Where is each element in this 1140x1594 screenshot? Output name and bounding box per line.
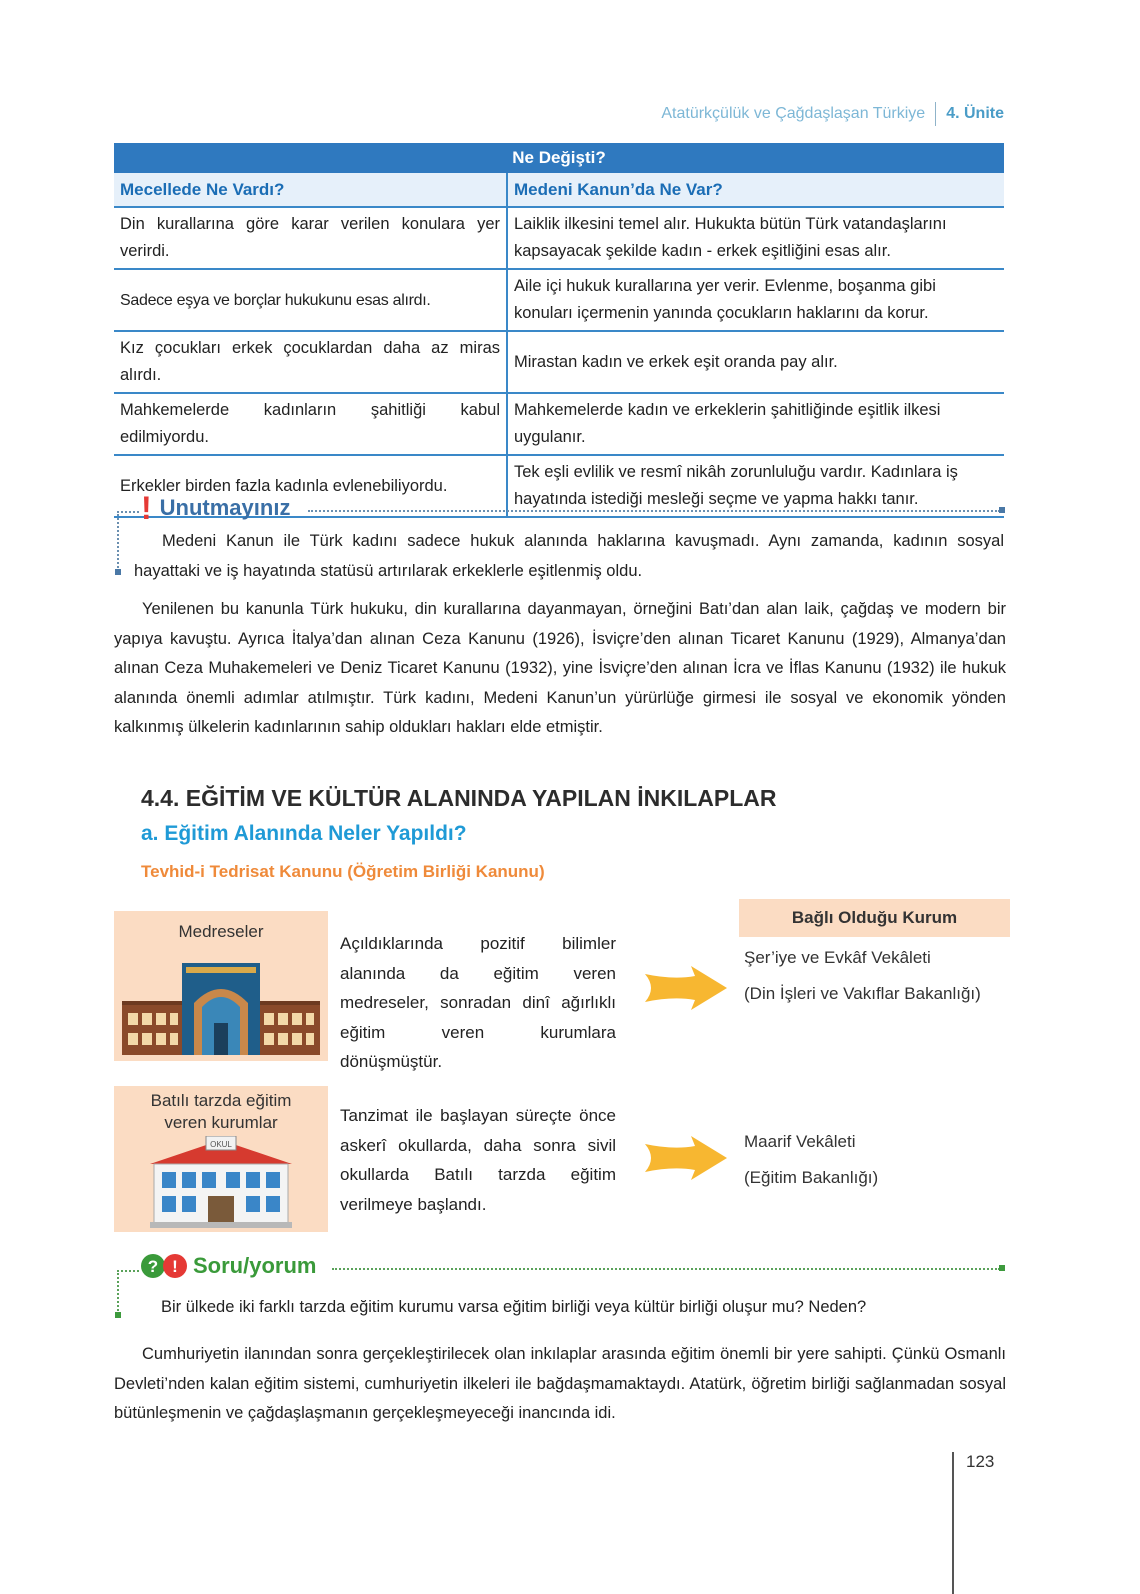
question-bubble-icon (141, 1252, 187, 1280)
note-frame-top-left (117, 511, 139, 513)
body-paragraph-1: Yenilenen bu kanunla Türk hukuku, din kurallarına dayanmayan, örneğini Batı’dan alan laik, çağdaş ve modern bir yapıya kavuştu. Ayrıca İtalya’dan alınan Ceza Kanunu (1926), İsviçre’den alınan Ticaret Kanunu (1929), Almanya’dan alınan Ceza Muhakemeleri ve Deniz Ticaret Kanunu (1932), yine İsviçre’den alınan İcra ve İflas Kanunu (1932) ile hukuk alanında önemli adımlar atılmıştır. Türk kadını, Medeni Kanun’un yürürlüğe girmesi ile sosyal ve ekonomik yönden kalkınmış ülkelerin kadınlarının sahip oldukları hakları elde etmiştir. (114, 600, 1006, 737)
cell-new: Mahkemelerde kadın ve erkeklerin şahitliğinde eşitlik ilkesi uygulanır. (507, 393, 1004, 455)
note-title (141, 490, 291, 526)
note-title-text: Unutmayınız (159, 495, 291, 520)
madrasa-institution (744, 940, 981, 1012)
question-text: Bir ülkede iki farklı tarzda eğitim kurumu varsa eğitim birliği veya kültür birliği oluşur mu? Neden? (161, 1298, 867, 1316)
subsection-heading: a. Eğitim Alanında Neler Yapıldı? (141, 822, 467, 845)
western-school-card (114, 1086, 328, 1232)
cell-new: Aile içi hukuk kurallarına yer verir. Evlenme, boşanma gibi konuları içermenin yanında çocukların haklarını da korur. (507, 269, 1004, 331)
svg-text:!: ! (172, 1257, 178, 1276)
header-divider (935, 102, 936, 126)
cell-new: Tek eşli evlilik ve resmî nikâh zorunluluğu vardır. Kadınlara iş hayatında istediği mesleği seçme ve yapma hakkı tanır. (507, 455, 1004, 517)
question-frame-top (332, 1268, 1000, 1270)
page-number: 123 (966, 1452, 995, 1471)
arrow-right-icon (643, 1136, 727, 1180)
law-heading: Tevhid-i Tedrisat Kanunu (Öğretim Birliği Kanunu) (141, 862, 545, 881)
madrasa-description: Açıldıklarında pozitif bilimler alanında da eğitim veren medreseler, sonradan dinî ağırlıklı eğitim veren kurumlara dönüşmüştür. (340, 934, 616, 1071)
cell-new: Mirastan kadın ve erkek eşit oranda pay alır. (507, 331, 1004, 393)
question-bottom-marker (115, 1312, 121, 1318)
note-corner-marker (999, 507, 1005, 513)
table-title: Ne Değişti? (114, 143, 1004, 173)
madrasa-card (114, 911, 328, 1061)
madrasa-institution-modern: (Din İşleri ve Vakıflar Bakanlığı) (744, 984, 981, 1003)
table-row (114, 331, 1004, 393)
unit-label: 4. Ünite (946, 105, 1004, 122)
table-row (114, 269, 1004, 331)
running-header (661, 102, 1004, 126)
madrasa-institution-name: Şer’iye ve Evkâf Vekâleti (744, 948, 931, 967)
school-building-icon (148, 1136, 294, 1228)
cell-old: Din kurallarına göre karar verilen konulara yer verirdi. (114, 207, 507, 269)
cell-old: Mahkemelerde kadınların şahitliği kabul edilmiyordu. (114, 393, 507, 455)
question-title-a: Soru (193, 1253, 244, 1278)
cell-old: Sadece eşya ve borçlar hukukunu esas alırdı. (114, 269, 507, 331)
body-paragraph-2: Cumhuriyetin ilanından sonra gerçekleştirilecek olan inkılaplar arasında eğitim önemli bir yere sahipti. Çünkü Osmanlı Devleti’nden kalan eğitim sistemi, cumhuriyetin ilkeleri ile bağdaşmamaktaydı. Atatürk, öğretim birliği sağlanmadan sosyal bütünleşmenin ve çağdaşlaşmanın gerçekleşmeyeceği inancında idi. (114, 1345, 1006, 1423)
table-row (114, 393, 1004, 455)
note-frame-left (117, 511, 119, 571)
comparison-table (114, 143, 1004, 518)
page-number-divider (952, 1452, 954, 1594)
madrasa-caption: Medreseler (178, 922, 264, 941)
western-school-caption: Batılı tarzda eğitim veren kurumlar (150, 1091, 292, 1132)
column-header-old: Mecellede Ne Vardı? (114, 173, 507, 207)
question-title (141, 1252, 317, 1280)
question-title-b: yorum (249, 1253, 317, 1278)
svg-text:?: ? (147, 1257, 159, 1276)
arrow-right-icon (643, 966, 727, 1010)
table-row (114, 207, 1004, 269)
western-institution-modern: (Eğitim Bakanlığı) (744, 1168, 879, 1187)
school-sign: OKUL (210, 1140, 232, 1149)
note-text: Medeni Kanun ile Türk kadını sadece hukuk alanında haklarına kavuşmadı. Aynı zamanda, kadının sosyal hayattaki ve iş hayatında statüsü artırılarak erkeklerle eşitlenmiş oldu. (134, 532, 1004, 580)
madrasa-building-icon (122, 963, 320, 1057)
section-heading: 4.4. EĞİTİM VE KÜLTÜR ALANINDA YAPILAN İNKILAPLAR (141, 785, 777, 811)
question-frame-left (117, 1270, 119, 1314)
western-institution-name: Maarif Vekâleti (744, 1132, 856, 1151)
exclamation-icon: ! (141, 490, 152, 526)
column-header-new: Medeni Kanun’da Ne Var? (507, 173, 1004, 207)
note-frame-top (308, 510, 1000, 512)
question-title-sep: / (243, 1253, 250, 1278)
question-frame-top-left (117, 1270, 139, 1272)
note-bottom-marker (115, 569, 121, 575)
cell-old: Kız çocukları erkek çocuklardan daha az miras alırdı. (114, 331, 507, 393)
book-title: Atatürkçülük ve Çağdaşlaşan Türkiye (661, 105, 926, 122)
cell-new: Laiklik ilkesini temel alır. Hukukta bütün Türk vatandaşlarını kapsayacak şekilde kadın - erkek eşitliğini esas alır. (507, 207, 1004, 269)
cell-old: Erkekler birden fazla kadınla evlenebiliyordu. (114, 455, 507, 517)
institution-header: Bağlı Olduğu Kurum (739, 899, 1010, 937)
western-school-institution (744, 1124, 878, 1196)
question-corner-marker (999, 1265, 1005, 1271)
western-school-description: Tanzimat ile başlayan süreçte önce askerî okullarda, daha sonra sivil okullarda Batılı tarzda eğitim verilmeye başlandı. (340, 1106, 616, 1214)
